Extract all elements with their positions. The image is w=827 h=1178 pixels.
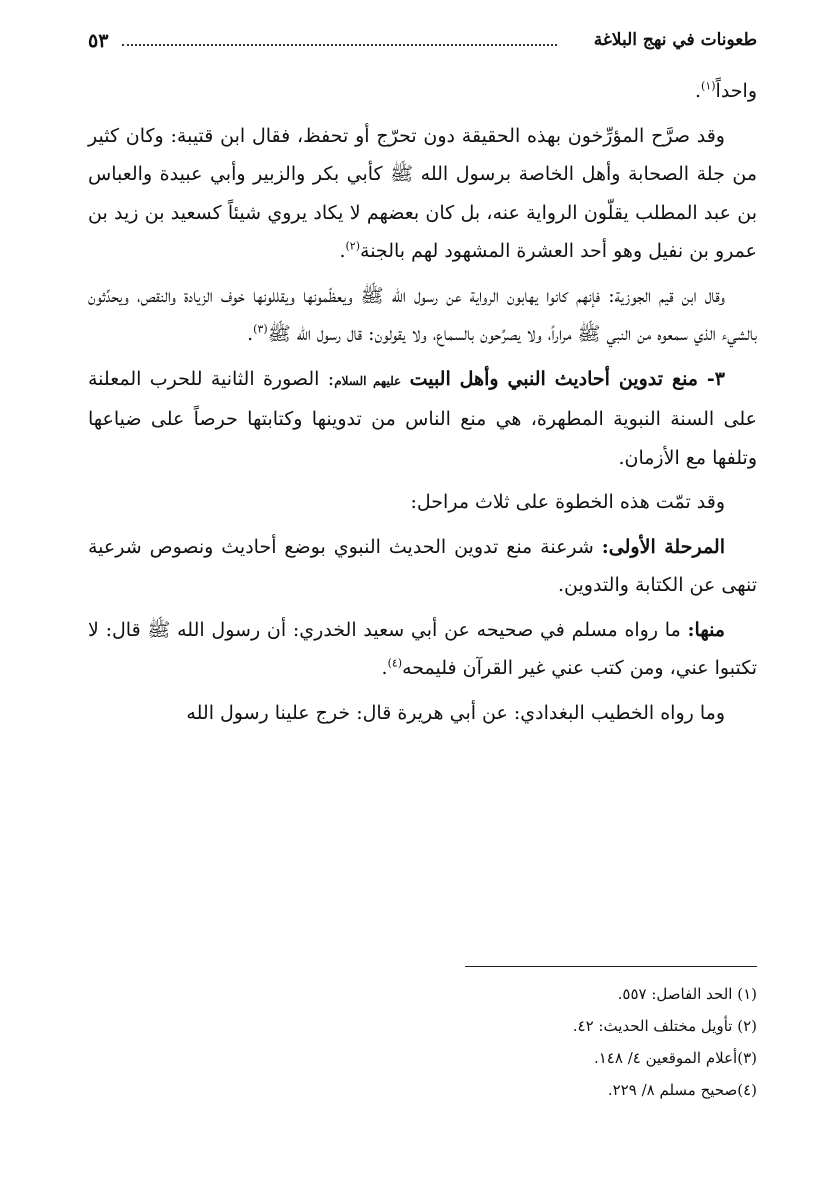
- paragraph-4: [88, 360, 757, 478]
- paragraph-4-text: : الصورة الثانية للحرب المعلنة على السنة النبوية المطهرة، هي منع الناس من تدوينها وكتابتها حرصاً على ضياعها وتلفها مع الأزمان.: [88, 367, 757, 469]
- footnote-ref-1: (١): [701, 79, 716, 93]
- footnote-ref-4: (٤): [387, 656, 403, 670]
- paragraph-8: [88, 694, 757, 733]
- paragraph-5: [88, 483, 757, 522]
- paragraph-2-text: وقد صرَّح المؤرِّخون بهذه الحقيقة دون تحرّج أو تحفظ، فقال ابن قتيبة: وكان كثير من جلة الصحابة وأهل الخاصة برسول الله ﷺ كأبي بكر والزبير وأبي عبيدة والعباس بن عبد المطلب يقلّون الرواية عنه، بل كان بعضهم لا يكاد يروي شيئاً كسعيد بن زيد بن عمرو بن نفيل وهو أحد العشرة المشهود لهم بالجنة: [88, 124, 757, 262]
- page-number: ٥٣: [88, 30, 109, 52]
- paragraph-7-end: .: [381, 657, 388, 679]
- footnote-4: (٤)صحيح مسلم ٨/ ٢٢٩.: [607, 1081, 757, 1099]
- main-text: [88, 72, 757, 738]
- footnote-2: (٢) تأويل مختلف الحديث: ٤٢.: [572, 1017, 757, 1035]
- paragraph-2-end: .: [339, 240, 346, 262]
- footnotes: [88, 978, 757, 1106]
- footnote-ref-3: (٣): [253, 322, 268, 336]
- header-dot-leader: [122, 44, 557, 46]
- paragraph-6-text: شرعنة منع تدوين الحديث النبوي بوضع أحاديث ونصوص شرعية تنهى عن الكتابة والتدوين.: [88, 535, 757, 596]
- running-title: طعونات في نهج البلاغة: [593, 30, 757, 50]
- honorific-glyph: عليهم السلام: [334, 373, 402, 388]
- paragraph-7-text: ما رواه مسلم في صحيحه عن أبي سعيد الخدري: أن رسول الله ﷺ قال: لا تكتبوا عني، ومن كتب عني غير القرآن فليمحه: [88, 618, 757, 679]
- paragraph-1: [88, 72, 757, 111]
- paragraph-8-text: وما رواه الخطيب البغدادي: عن أبي هريرة قال: خرج علينا رسول الله: [186, 701, 725, 724]
- paragraph-3-text: وقال ابن قيم الجوزية: فإنهم كانوا يهابون الرواية عن رسول الله ﷺ ويعظّمونها ويقللونها خوف الزيادة والنقص، ويحدِّثون بالشيء الذي سمعوه من النبي ﷺ مراراً، ولا يصرِّحون بالسماع، ولا يقولون: قال رسول الله ﷺ: [88, 284, 757, 345]
- paragraph-2: [88, 117, 757, 271]
- footnote-ref-2: (٢): [345, 239, 361, 253]
- section-heading: ٣- منع تدوين أحاديث النبي وأهل البيت: [409, 367, 725, 390]
- paragraph-5-text: وقد تمّت هذه الخطوة على ثلاث مراحل:: [410, 491, 725, 513]
- example-heading: منها:: [687, 618, 725, 641]
- paragraph-1-text: واحداً: [715, 80, 757, 102]
- paragraph-3: [88, 277, 757, 354]
- footnote-3: (٣)أعلام الموقعين ٤/ ١٤٨.: [593, 1049, 757, 1067]
- footnote-1: (١) الحد الفاصل: ٥٥٧.: [617, 985, 757, 1003]
- paragraph-3-end: .: [247, 323, 254, 345]
- running-header: [88, 30, 757, 64]
- paragraph-1-end: .: [694, 80, 702, 102]
- paragraph-7: [88, 611, 757, 688]
- paragraph-6: [88, 528, 757, 605]
- footnote-separator: [465, 966, 757, 967]
- stage-heading: المرحلة الأولى:: [601, 535, 726, 558]
